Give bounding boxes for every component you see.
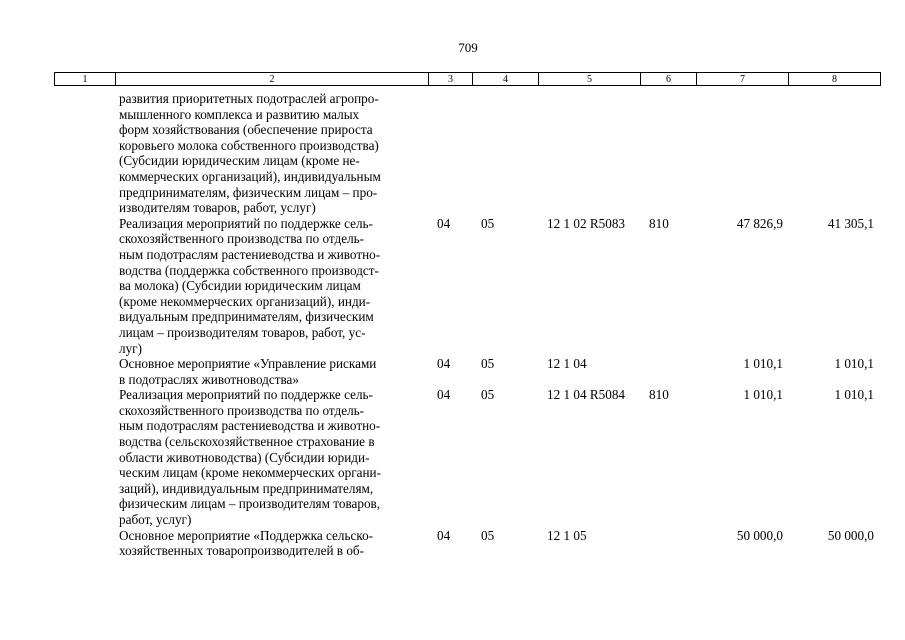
description-line: ным подотраслям растениеводства и животно- [119,418,381,434]
description-line: мышленного комплекса и развитию малых [119,106,360,122]
description-line: ческим лицам (кроме некоммерческих органи- [119,465,381,481]
description-line: (Субсидии юридическим лицам (кроме не- [119,153,360,169]
description-line: ва молока) (Субсидии юридическим лицам [119,278,361,294]
cell-target-code: 12 1 02 R5083 [547,215,626,231]
row-description [119,528,429,559]
description-line: заций), индивидуальным предпринимателям, [119,480,374,496]
description-line: Реализация мероприятий по поддержке сель- [119,215,373,231]
header-col-4: 4 [473,73,539,86]
header-col-7: 7 [697,73,789,86]
description-line: Реализация мероприятий по поддержке сель- [119,387,373,403]
cell-expense-type: 810 [649,387,669,403]
description-line: Основное мероприятие «Поддержка сельско- [119,527,374,543]
description-line: ным подотраслям растениеводства и животно- [119,246,381,262]
description-line: развития приоритетных подотраслей агропро- [119,91,379,106]
header-col-2: 2 [116,73,429,86]
cell-amount-2: 41 305,1 [827,215,874,231]
cell-target-code: 12 1 04 [547,356,587,372]
description-line: физическим лицам – производителям товаров, [119,496,381,512]
row-description [119,356,429,387]
table-row [0,216,905,356]
description-line: форм хозяйствования (обеспечение прироста [119,122,373,138]
description-line: водства (поддержка собственного производст- [119,262,379,278]
page-number: 709 [458,40,478,55]
row-description [119,216,429,356]
cell-expense-type: 810 [649,215,669,231]
cell-section: 04 [437,215,451,231]
cell-amount-2: 1 010,1 [834,387,874,403]
description-line: хозяйственных товаропроизводителей в об- [119,543,365,559]
cell-amount-2: 50 000,0 [827,527,874,543]
header-col-3: 3 [429,73,473,86]
table-row [0,387,905,527]
cell-subsection: 05 [481,387,495,403]
description-line: лицам – производителям товаров, работ, ус- [119,324,366,340]
cell-amount-2: 1 010,1 [834,356,874,372]
cell-amount-1: 50 000,0 [736,527,783,543]
description-line: водства (сельскохозяйственное страхование в [119,434,375,450]
cell-subsection: 05 [481,356,495,372]
description-line: луг) [119,340,142,356]
cell-target-code: 12 1 05 [547,527,587,543]
description-line: области животноводства) (Субсидии юриди- [119,449,370,465]
description-line: видуальным предпринимателям, физическим [119,309,374,325]
description-line: скохозяйственного производства по отдель- [119,402,365,418]
cell-amount-1: 1 010,1 [743,387,783,403]
cell-subsection: 05 [481,527,495,543]
description-line: коммерческих организаций), индивидуальным [119,168,381,184]
description-line: предпринимателям, физическим лицам – про- [119,184,378,200]
cell-target-code: 12 1 04 R5084 [547,387,626,403]
table-row [0,356,905,387]
description-line: скохозяйственного производства по отдель- [119,231,365,247]
description-line: работ, услуг) [119,512,192,528]
description-line: (кроме некоммерческих организаций), инди- [119,293,371,309]
description-line: Основное мероприятие «Управление рисками [119,356,377,372]
row-description [119,91,429,216]
column-number-header [54,72,881,86]
header-col-5: 5 [539,73,641,86]
row-description [119,387,429,527]
description-line: коровьего молока собственного производства) [119,137,379,153]
header-col-1: 1 [55,73,116,86]
cell-amount-1: 47 826,9 [736,215,783,231]
header-col-6: 6 [641,73,697,86]
header-col-8: 8 [789,73,881,86]
cell-amount-1: 1 010,1 [743,356,783,372]
description-line: изводителям товаров, работ, услуг) [119,200,316,216]
cell-section: 04 [437,387,451,403]
table-row [0,528,905,559]
cell-section: 04 [437,356,451,372]
cell-section: 04 [437,527,451,543]
description-line: в подотраслях животноводства» [119,371,300,387]
cell-subsection: 05 [481,215,495,231]
table-row [0,91,905,216]
table-body [0,91,905,559]
